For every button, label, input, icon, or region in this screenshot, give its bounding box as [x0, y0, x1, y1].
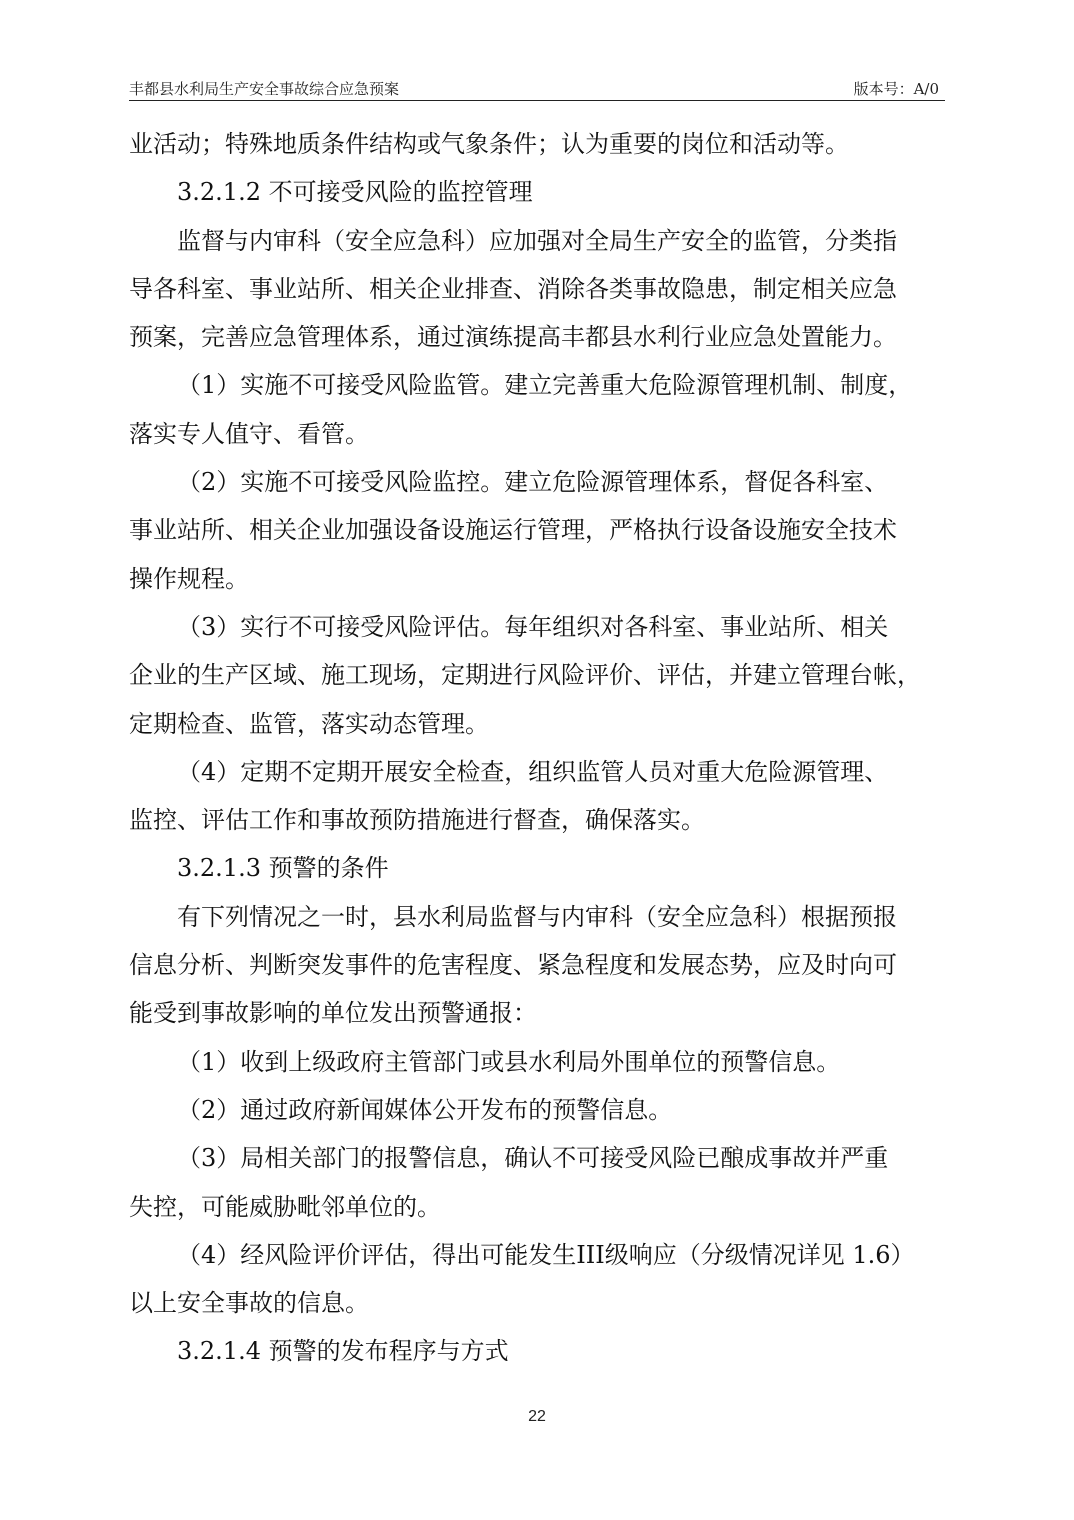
text-line: 定期检查、监管，落实动态管理。 [129, 709, 489, 738]
text-line: 监控、评估工作和事故预防措施进行督查，确保落实。 [129, 806, 705, 835]
list-item-line: （2）通过政府新闻媒体公开发布的预警信息。 [177, 1095, 673, 1124]
text-line: 信息分析、判断突发事件的危害程度、紧急程度和发展态势，应及时向可 [129, 951, 897, 980]
section-heading: 3.2.1.4 预警的发布程序与方式 [177, 1337, 509, 1366]
document-title: 丰都县水利局生产安全事故综合应急预案 [129, 80, 400, 98]
list-item-line: （1）实施不可接受风险监管。建立完善重大危险源管理机制、制度， [177, 371, 913, 400]
text-line: 预案，完善应急管理体系，通过演练提高丰都县水利行业应急处置能力。 [129, 323, 897, 352]
text-line: 导各科室、事业站所、相关企业排查、消除各类事故隐患，制定相关应急 [129, 274, 897, 303]
list-item-line: （2）实施不可接受风险监控。建立危险源管理体系，督促各科室、 [177, 468, 889, 497]
text-line: 监督与内审科（安全应急科）应加强对全局生产安全的监管，分类指 [177, 226, 897, 255]
list-item-line: （4）定期不定期开展安全检查，组织监管人员对重大危险源管理、 [177, 757, 889, 786]
text-line: 有下列情况之一时，县水利局监督与内审科（安全应急科）根据预报 [177, 902, 897, 931]
text-line: 操作规程。 [129, 564, 249, 593]
list-item-line: （3）实行不可接受风险评估。每年组织对各科室、事业站所、相关 [177, 612, 889, 641]
text-line: 失控，可能威胁毗邻单位的。 [129, 1192, 441, 1221]
text-line: 事业站所、相关企业加强设备设施运行管理，严格执行设备设施安全技术 [129, 516, 897, 545]
list-item-line: （1）收到上级政府主管部门或县水利局外围单位的预警信息。 [177, 1047, 841, 1076]
text-line: 落实专人值守、看管。 [129, 419, 369, 448]
text-line: 能受到事故影响的单位发出预警通报： [129, 999, 537, 1028]
page-header [129, 76, 945, 101]
text-line: 企业的生产区域、施工现场，定期进行风险评价、评估，并建立管理台帐， [129, 661, 921, 690]
version-number: 版本号：A/0 [853, 80, 939, 98]
section-heading: 3.2.1.3 预警的条件 [177, 854, 389, 883]
text-line: 业活动；特殊地质条件结构或气象条件；认为重要的岗位和活动等。 [129, 130, 849, 158]
list-item-line: （4）经风险评价评估，得出可能发生III级响应（分级情况详见 1.6） [177, 1240, 915, 1269]
text-line: 以上安全事故的信息。 [129, 1289, 369, 1318]
section-heading: 3.2.1.2 不可接受风险的监控管理 [177, 178, 533, 207]
page-number: 22 [528, 1408, 546, 1425]
list-item-line: （3）局相关部门的报警信息，确认不可接受风险已酿成事故并严重 [177, 1144, 889, 1173]
page-body [129, 120, 945, 1376]
